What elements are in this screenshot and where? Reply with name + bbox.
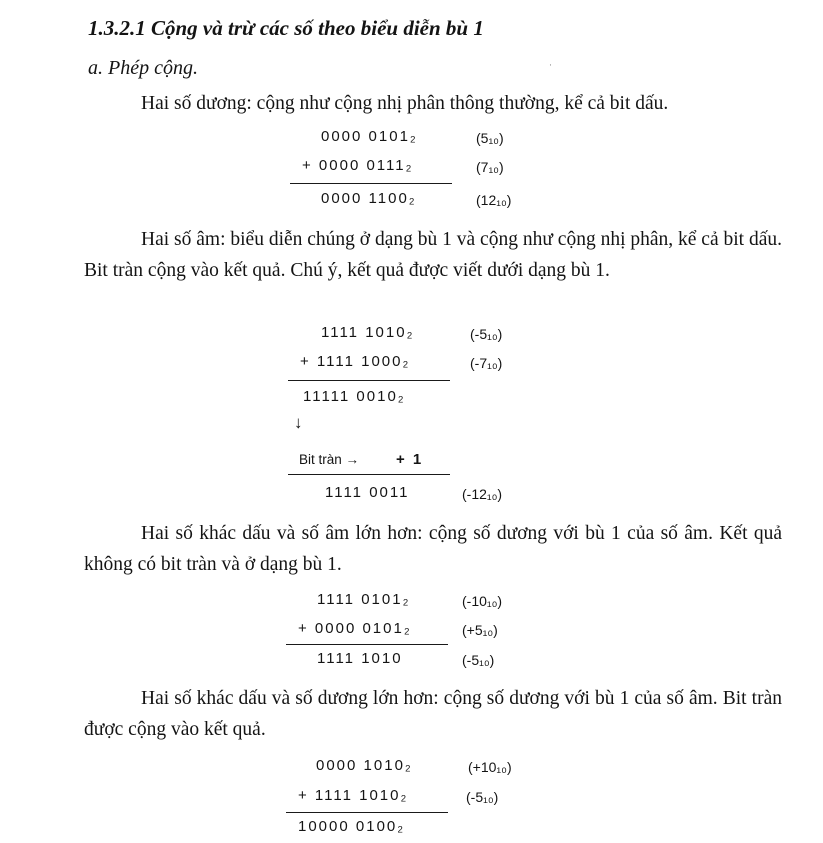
calc1-operand-2: + 0000 0111₂	[302, 157, 414, 174]
down-arrow-icon: ↓	[294, 413, 303, 432]
calc4-result: 10000 0100₂	[298, 818, 406, 835]
calc1-operand-1: 0000 0101₂	[321, 128, 418, 145]
overflow-bit-label: Bit tràn →	[299, 452, 360, 467]
calc3-operand-2: + 0000 0101₂	[298, 620, 412, 637]
calc2-operand-1: 1111 1010₂	[321, 324, 415, 341]
calc3-sum-line	[286, 644, 448, 645]
calc2-annotation-2: (-7₁₀)	[470, 355, 503, 371]
calc4-operand-2: + 1111 1010₂	[298, 787, 409, 804]
calc2-sum-line	[288, 380, 450, 381]
calc4-sum-line	[286, 812, 448, 813]
calc3-result: 1111 1010	[317, 650, 403, 667]
paragraph-mixed-negative-larger: Hai số khác dấu và số âm lớn hơn: cộng số dương với bù 1 của số âm. Kết quả không có bit tràn và ở dạng bù 1.	[84, 523, 782, 575]
calc3-annotation-3: (-5₁₀)	[462, 652, 495, 668]
scan-speck: ·	[549, 60, 552, 70]
calc3-annotation-2: (+5₁₀)	[462, 622, 498, 638]
calc2-annotation-1: (-5₁₀)	[470, 326, 503, 342]
calc1-annotation-1: (5₁₀)	[476, 130, 504, 146]
calc1-result: 0000 1100₂	[321, 190, 417, 207]
calc2-intermediate-result: 11111 0010₂	[303, 388, 406, 405]
calc2-final-result: 1111 0011	[325, 484, 410, 501]
calc1-sum-line	[290, 183, 452, 184]
calc3-operand-1: 1111 0101₂	[317, 591, 411, 608]
overflow-bit-value: + 1	[396, 451, 424, 468]
calc4-operand-1: 0000 1010₂	[316, 757, 413, 774]
calc4-annotation-1: (+10₁₀)	[468, 759, 512, 775]
calc2-carry-line	[288, 474, 450, 475]
subsection-title: a. Phép cộng.	[88, 57, 198, 79]
paragraph-two-negative: Hai số âm: biểu diễn chúng ở dạng bù 1 và cộng như cộng nhị phân, kể cả bit dấu. Bit tràn cộng vào kết quả. Chú ý, kết quả được viết dưới dạng bù 1.	[84, 229, 782, 281]
paragraph-two-positive: Hai số dương: cộng như cộng nhị phân thông thường, kể cả bit dấu.	[141, 93, 669, 114]
calc1-annotation-2: (7₁₀)	[476, 159, 504, 175]
calc4-annotation-2: (-5₁₀)	[466, 789, 499, 805]
calc2-operand-2: + 1111 1000₂	[300, 353, 411, 370]
calc3-annotation-1: (-10₁₀)	[462, 593, 503, 609]
paragraph-mixed-positive-larger: Hai số khác dấu và số dương lớn hơn: cộng số dương với bù 1 của số âm. Bit tràn được cộng vào kết quả.	[84, 688, 782, 740]
section-title: 1.3.2.1 Cộng và trừ các số theo biểu diễn bù 1	[88, 16, 484, 40]
calc2-annotation-5: (-12₁₀)	[462, 486, 503, 502]
calc1-annotation-3: (12₁₀)	[476, 192, 512, 208]
